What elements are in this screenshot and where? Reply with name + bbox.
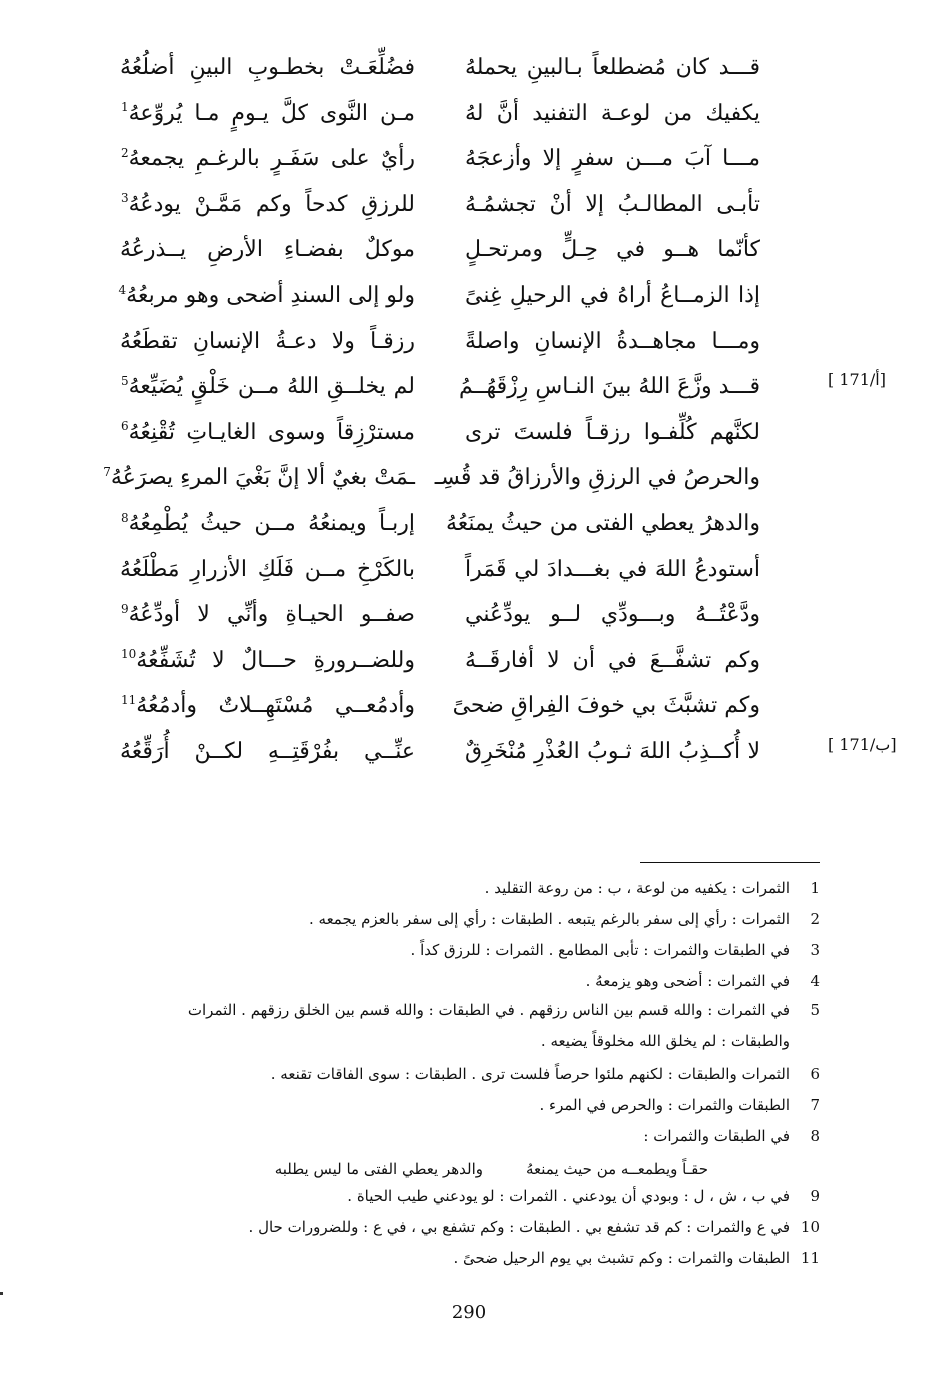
verse-second-hemistich (120, 322, 415, 362)
footnote-reference: 10 (121, 647, 137, 662)
verse-second-hemistich (120, 732, 415, 772)
verse-second-text: لم يخلــقِ اللهُ مــن خَلْقٍ يُضَيِّعهُ (128, 374, 415, 400)
footnote-reference: 5 (121, 373, 129, 388)
verse-line (120, 139, 760, 179)
footnote-number: 8 (810, 1127, 820, 1145)
footnote-number: 10 (800, 1218, 820, 1236)
footnote-text: في الطبقات والثمرات : تأبى المطامع . الثمرات : للرزق كداً . (410, 941, 790, 959)
footnote-verse-first: والدهر يعطي الفتى ما ليس يطلبه (274, 1160, 483, 1178)
verse-line (120, 185, 760, 225)
verse-first-hemistich: مـــا آبَ مـــن سفرٍ إلا وأزعجَهُ (465, 146, 760, 172)
verse-line (120, 367, 760, 407)
footnote-number: 3 (810, 941, 820, 959)
footnote-reference: 6 (121, 419, 129, 434)
footnote-text: والطبقات : لم يخلق الله مخلوقاً يضيعه . (540, 1032, 790, 1050)
verse-line (103, 458, 760, 498)
footnote-reference: 7 (103, 465, 111, 480)
footnote-text: في الثمرات : أضحى وهو يزمعهُ . (585, 972, 790, 990)
footnote-line (347, 1184, 820, 1208)
verse-first-hemistich: وكم تشبَّثَ بي خوفَ الفِراقِ ضحىً (452, 693, 760, 719)
verse-first-hemistich: لا أُكــذِبُ اللهَ ثـوبُ العُذْرِ مُنْخَرِقٌ (465, 739, 760, 764)
footnote-text: الثمرات : رأي إلى سفر بالرغم يتبعه . الطبقات : رأي إلى سفر بالعزم يجمعه . (308, 910, 790, 928)
footnote-separator (640, 862, 820, 863)
verse-first-hemistich: وكم تشفَّــعَ في أن لا أفارقَــهُ (465, 647, 760, 673)
verse-line (120, 641, 760, 681)
verse-second-hemistich (120, 139, 415, 179)
footnote-line (454, 1246, 821, 1270)
verse-line (120, 550, 760, 590)
footnote-line (271, 1062, 820, 1086)
verse-first-hemistich: كأنّما هــو في حِـلٍّ ومرتحـلٍ (465, 237, 760, 263)
verse-second-text: عنِّــي بفُرْقَتِــهِ لكــنْ أُرَقِّعُهُ (120, 739, 415, 764)
verse-line (120, 686, 760, 726)
footnote-number: 7 (810, 1096, 820, 1114)
verse-second-hemistich (120, 641, 415, 681)
verse-line (120, 504, 760, 544)
verse-second-text: فضُلِّعَـتْ بخطـوبِ البينِ أضلُعُهُ (120, 55, 415, 80)
footnote-line (188, 998, 820, 1022)
folio-marker-a: [ 171/أ] (828, 370, 886, 389)
verse-line (120, 276, 760, 316)
verse-first-hemistich: إذا الزمــاعُ أراهُ في الرحيلِ غِنىً (465, 283, 760, 308)
verse-second-hemistich (120, 276, 415, 316)
verse-line (120, 732, 760, 772)
verse-second-hemistich (120, 185, 415, 225)
footnote-text: الثمرات : يكفيه من لوعة ، ب : من روعة التقليد . (484, 879, 790, 897)
verse-second-text: صفــو الحيـاةِ وأنِّي لا أودِّعُهُ (128, 602, 415, 628)
verse-first-hemistich: قـــد وزَّعَ اللهُ بينَ النـاسِ رِزْقَهُــمُ (458, 374, 760, 400)
verse-line (120, 230, 760, 270)
verse-first-hemistich: والدهرُ يعطي الفتى من حيثُ يمنَعُهُ (446, 511, 760, 536)
verse-first-hemistich: ودَّعْتُــهُ وبـــودِّي لــو يودِّعُني (465, 602, 760, 628)
verse-second-hemistich (120, 595, 415, 635)
footnote-verse-second: حقـاً ويطمعــه من حيث يمنعهُ (526, 1160, 708, 1178)
verse-first-hemistich: ومـــا مجاهــدةُ الإنسانِ واصلةً (465, 328, 760, 354)
footnote-reference: 1 (121, 100, 129, 115)
footnote-line (309, 907, 820, 931)
verse-second-hemistich (120, 367, 415, 407)
verse-second-text: رزقـاً ولا دعـةُ الإنسانِ تقطَعُهُ (120, 328, 415, 354)
verse-first-hemistich: تأبـى المطالـبُ إلا أنْ تجشمُـهُ (465, 191, 760, 217)
verse-second-text: مسترْزِقاً وسوى الغايـاتِ تُقْنِعُهُ (128, 419, 415, 445)
footnote-text: الطبقات والثمرات : والحرص في المرء . (539, 1096, 790, 1114)
footnote-text: في ع والثمرات : كم قد تشفع بي . الطبقات : وكم تشفع بي ، في ع : وللضرورات حال . (248, 1218, 790, 1236)
footnote-line (539, 1093, 820, 1117)
footnote-number: 2 (810, 910, 820, 928)
verse-second-text: مـن النَّوى كلَّ يـومٍ مـا يُروِّعهُ (128, 100, 415, 126)
verse-second-text: ولو إلى السندِ أضحى وهو مربعُهُ (126, 283, 415, 308)
verse-second-hemistich (103, 458, 415, 498)
scan-mark (0, 1292, 3, 1295)
verse-first-hemistich: يكفيك من لوعـة التفنيد أنَّ لهُ (465, 100, 760, 126)
footnote-number: 9 (810, 1187, 820, 1205)
footnote-text: في الطبقات والثمرات : (643, 1127, 790, 1145)
footnote-line (249, 1215, 820, 1239)
verse-first-hemistich: قـــد كان مُضطلعاً بـالبينِ يحملهُ (465, 55, 760, 80)
verse-second-hemistich (120, 686, 415, 726)
footnote-reference: 2 (121, 145, 129, 160)
verse-second-text: ـمَتْ بغيٌ ألا إنَّ بَغْيَ المرءِ يصرَعُهُ (110, 465, 415, 491)
footnote-number: 6 (810, 1065, 820, 1083)
footnote-reference: 8 (121, 510, 129, 525)
footnote-reference: 11 (121, 693, 137, 708)
footnote-number: 4 (810, 972, 820, 990)
footnote-line (643, 1124, 820, 1148)
page-number: 290 (451, 1302, 487, 1323)
verse-second-text: بالكَرْخِ مــن فَلَكِ الأزرارِ مَطْلَعُهُ (120, 556, 415, 582)
verse-second-text: وللضــرورةِ حـــالٌ لا تُشَفِّعُهُ (136, 647, 415, 673)
footnote-line (586, 969, 820, 993)
verse-line (120, 48, 760, 88)
verse-first-hemistich: لكنَّهم كُلِّفـوا رزقـاً فلستَ ترى (465, 419, 760, 445)
verse-line (120, 413, 760, 453)
verse-first-hemistich: أستودعُ اللهَ في بغـــدادَ لي قَمَراً (465, 556, 760, 582)
verse-second-text: وأدمُعــي مُسْتَهِــلاتٌ وأدمُعُهُ (136, 693, 415, 719)
verse-second-hemistich (120, 550, 415, 590)
folio-marker-b: [ 171/ب] (828, 735, 897, 754)
verse-line (120, 595, 760, 635)
footnote-number: 5 (810, 1001, 820, 1019)
verse-second-text: موكلٌ بفضـاءِ الأرضِ يــذرعُهُ (120, 237, 415, 263)
verse-second-hemistich (120, 230, 415, 270)
verse-second-text: إربـاً ويمنعُهُ مــن حيثُ يُطْمِعُهُ (128, 511, 415, 536)
footnote-line (485, 876, 820, 900)
footnote-reference: 9 (121, 601, 129, 616)
verse-second-hemistich (120, 504, 415, 544)
footnote-number: 11 (800, 1249, 820, 1267)
footnote-text: الطبقات والثمرات : وكم تشبث بي يوم الرحيل ضحىً . (453, 1249, 790, 1267)
footnote-number: 1 (810, 879, 820, 897)
footnote-text: الثمرات والطبقات : لكنهم ملئوا حرصاً فلست ترى . الطبقات : سوى الفاقات تقنعه . (270, 1065, 790, 1083)
verse-first-hemistich: والحرصُ في الرزقِ والأرزاقُ قد قُسِـ (434, 465, 760, 491)
verse-line (120, 322, 760, 362)
verse-second-hemistich (120, 48, 415, 88)
footnote-text: في ب ، ش ، ل : وبودي أن يودعني . الثمرات : لو يودعني طيب الحياة . (347, 1187, 790, 1205)
verse-second-hemistich (120, 94, 415, 134)
footnote-text: في الثمرات : والله قسم بين الناس رزقهم . في الطبقات : والله قسم بين الخلق رزقهم . الثمرات (187, 1001, 790, 1019)
verse-line (120, 94, 760, 134)
footnote-reference: 3 (121, 191, 129, 206)
footnote-reference: 4 (118, 282, 127, 297)
verse-second-text: للرزقِ كدحاً وكم مَمَّـنْ يودعُهُ (128, 191, 415, 217)
footnote-line (541, 1029, 790, 1053)
verse-second-text: رأيٌ على سَفَـرٍ بالرغـمِ يجمعهُ (128, 146, 415, 172)
footnote-line (411, 938, 820, 962)
verse-second-hemistich (120, 413, 415, 453)
